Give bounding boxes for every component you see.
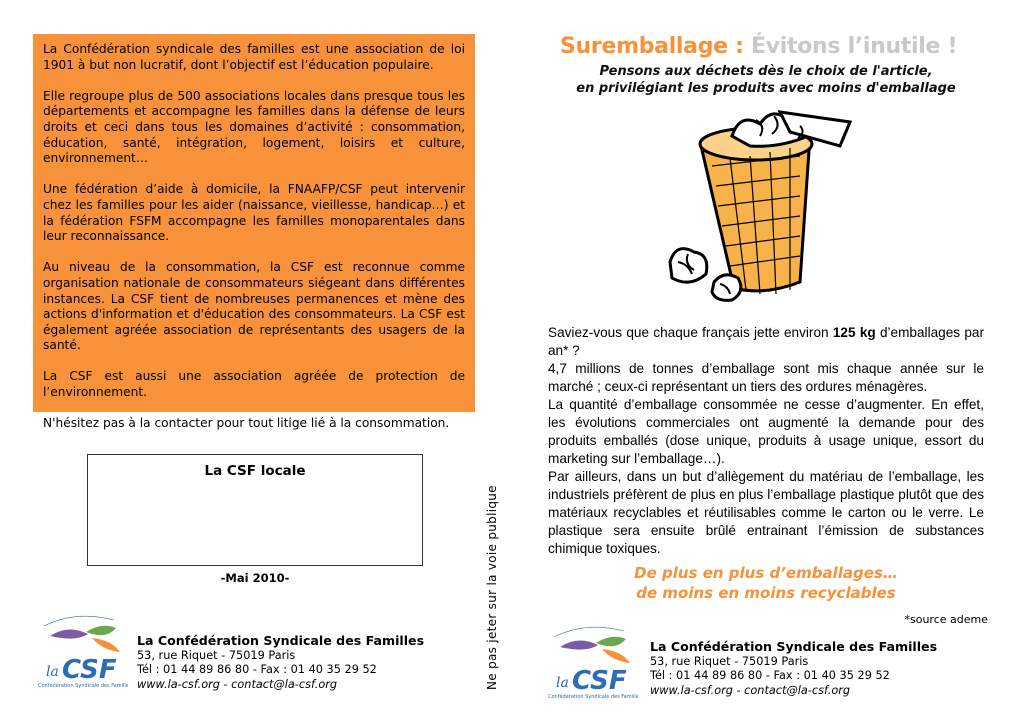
org-phone: Tél : 01 44 89 86 80 - Fax : 01 40 35 29 52: [137, 663, 377, 676]
org-web[interactable]: www.la-csf.org - contact@la-csf.org: [650, 683, 851, 697]
org-phone: Tél : 01 44 89 86 80 - Fax : 01 40 35 29 52: [650, 669, 890, 682]
body-text: [548, 324, 984, 558]
slogan-line: de moins en moins recyclables: [636, 584, 896, 602]
org-contact: [650, 640, 937, 698]
csf-logo: [546, 625, 638, 701]
body-text-fragment: Saviez-vous que chaque français jette environ: [548, 325, 833, 340]
vertical-note: Ne pas jeter sur la voie publique: [485, 485, 499, 690]
slogan-line: De plus en plus d’emballages…: [634, 564, 898, 582]
org-name: La Confédération Syndicale des Familles: [137, 633, 425, 648]
title-part1: Suremballage :: [560, 34, 752, 59]
slogan: [548, 563, 984, 603]
csf-logo-icon: [36, 614, 128, 690]
waste-basket-icon: [660, 106, 880, 312]
body-bold-value: 125 kg: [832, 325, 876, 340]
title-part2: Évitons l’inutile !: [751, 34, 958, 59]
info-box: [33, 34, 475, 431]
source-note: *source ademe: [904, 613, 988, 626]
date-label: -Mai 2010-: [220, 571, 290, 585]
subtitle-line: Pensons aux déchets dès le choix de l'article,: [599, 64, 933, 79]
org-address: 53, rue Riquet - 75019 Paris: [137, 648, 296, 662]
info-paragraph: Elle regroupe plus de 500 associations locales dans presque tous les départements et accompagne les familles dans la défense de leurs droits et ceci dans tous les domaines d’activité : consommation, éducation, santé, intégration, logement, loisirs et culture, environnement…: [43, 88, 465, 166]
body-paragraph: La quantité d’emballage consommée ne cesse d’augmenter. En effet, les évolutions commerciales ont augmenté la demande pour des produits emballés (dose unique, produits à usage unique, essort du marketing sur l’emballage…).: [548, 397, 984, 466]
info-paragraph: La CSF est aussi une association agréée de protection de l’environnement.: [43, 369, 465, 400]
svg-text:Confédération Syndicale des Fa: Confédération Syndicale des Familles: [548, 694, 638, 700]
csf-logo-icon: [546, 625, 638, 701]
svg-text:la: la: [46, 664, 59, 680]
local-csf-box: [87, 454, 423, 566]
svg-text:la: la: [556, 675, 569, 691]
info-paragraph: Au niveau de la consommation, la CSF est reconnue comme organisation nationale de consommateurs siégeant dans différentes instances. La CSF tient de nombreuses permanences et mène des actions d'information et d'éducation des consommateurs. La CSF est également agréée association de représentants des usagers de la santé.: [43, 260, 465, 353]
info-paragraph: N'hésitez pas à la contacter pour tout litige lié à la consommation.: [43, 416, 450, 431]
svg-text:CSF: CSF: [62, 655, 117, 685]
info-paragraph: La Confédération syndicale des familles est une association de loi 1901 à but non lucratif, dont l’objectif est l’éducation populaire.: [43, 42, 465, 72]
subtitle: [548, 63, 984, 97]
csf-logo: [36, 614, 128, 690]
body-paragraph: 4,7 millions de tonnes d’emballage sont mis chaque année sur le marché ; ceux-ci représentant un tiers des ordures ménagères.: [548, 361, 984, 394]
page-title: [560, 34, 957, 59]
org-name: La Confédération Syndicale des Familles: [650, 639, 938, 654]
org-web[interactable]: www.la-csf.org - contact@la-csf.org: [137, 677, 338, 691]
svg-text:Confédération Syndicale des Fa: Confédération Syndicale des Familles: [38, 683, 128, 689]
svg-text:CSF: CSF: [572, 666, 627, 696]
waste-basket-illustration: [660, 106, 880, 312]
org-address: 53, rue Riquet - 75019 Paris: [650, 654, 809, 668]
subtitle-line: en privilégiant les produits avec moins d'emballage: [576, 81, 956, 96]
body-paragraph: Par ailleurs, dans un but d’allègement du matériau de l’emballage, les industriels préfèrent de plus en plus l’emballage plastique plutôt que des matériaux recyclables et réutilisables comme le carton ou le verre. Le plastique sera ensuite brûlé entrainant l’émission de substances chimique toxiques.: [548, 469, 984, 556]
org-contact: [137, 634, 424, 692]
body-text-fragment: d’emballages par an* ?: [548, 325, 984, 358]
local-csf-title: La CSF locale: [204, 463, 306, 479]
info-paragraph: Une fédération d’aide à domicile, la FNAAFP/CSF peut intervenir chez les familles pour les aider (naissance, vieillesse, handicap…) et la fédération FSFM accompagne les familles monoparentales dans leur reconnaissance.: [43, 182, 465, 244]
body-paragraph: [548, 324, 984, 360]
